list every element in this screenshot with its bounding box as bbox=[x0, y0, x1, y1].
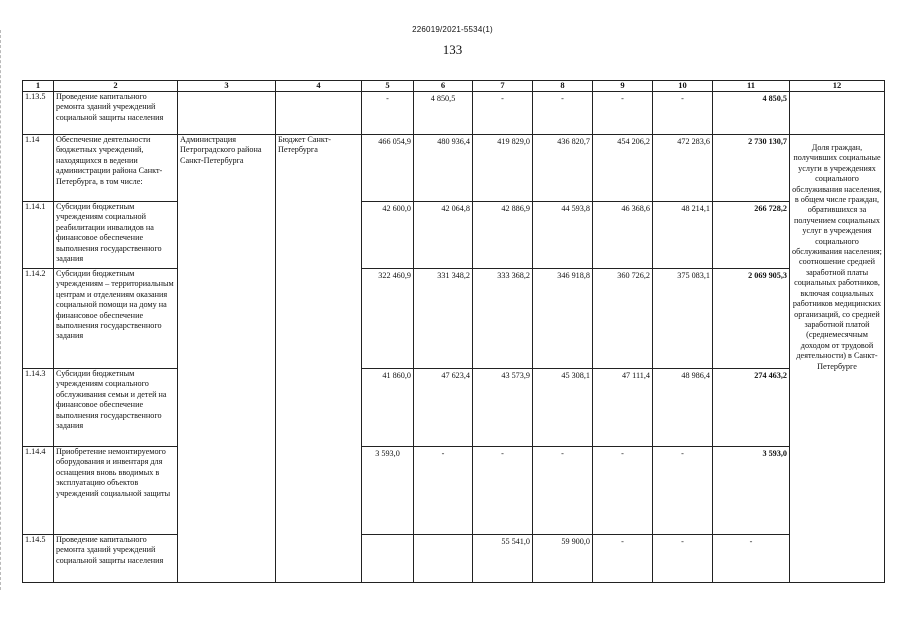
total-cell: 4 850,5 bbox=[713, 92, 790, 135]
value-cell: 4 850,5 bbox=[414, 92, 473, 135]
value-cell: 43 573,9 bbox=[473, 369, 533, 447]
value-cell: - bbox=[414, 447, 473, 535]
value-cell: 46 368,6 bbox=[593, 202, 653, 269]
row-name: Субсидии бюджетным учреждениям – территориальным центрам и отделениям оказания социальной помощи на дому на финансовое обеспечение выполнения государственного задания bbox=[54, 269, 178, 369]
value-cell: 47 623,4 bbox=[414, 369, 473, 447]
row-id: 1.14.5 bbox=[23, 535, 54, 583]
value-cell: 375 083,1 bbox=[653, 269, 713, 369]
value-cell: 47 111,4 bbox=[593, 369, 653, 447]
row-name: Субсидии бюджетным учреждениям социальной реабилитации инвалидов на финансовое обеспечение выполнения государственного задания bbox=[54, 202, 178, 269]
value-cell: 45 308,1 bbox=[533, 369, 593, 447]
indicator-cell-empty bbox=[790, 92, 885, 135]
row-name: Субсидии бюджетным учреждениям социального обслуживания семьи и детей на финансовое обеспечение выполнения государственного задания bbox=[54, 369, 178, 447]
total-cell: 2 730 130,7 bbox=[713, 135, 790, 202]
value-cell: 59 900,0 bbox=[533, 535, 593, 583]
row-executor bbox=[178, 92, 276, 135]
value-cell: - bbox=[473, 447, 533, 535]
value-cell: - bbox=[362, 92, 414, 135]
table-row bbox=[23, 369, 885, 447]
program-table bbox=[22, 80, 885, 583]
header-cell: 6 bbox=[414, 81, 473, 92]
row-name: Приобретение немонтируемого оборудования и инвентаря для оснащения вновь вводимых в эксплуатацию объектов учреждений социальной защиты bbox=[54, 447, 178, 535]
value-cell: - bbox=[653, 535, 713, 583]
header-row bbox=[23, 81, 885, 92]
header-cell: 2 bbox=[54, 81, 178, 92]
value-cell: 466 054,9 bbox=[362, 135, 414, 202]
row-id: 1.13.5 bbox=[23, 92, 54, 135]
value-cell: 454 206,2 bbox=[593, 135, 653, 202]
document-code: 226019/2021-5534(1) bbox=[412, 25, 493, 34]
value-cell: - bbox=[533, 92, 593, 135]
row-id: 1.14.3 bbox=[23, 369, 54, 447]
indicator-cell: Доля граждан, получивших социальные услуги в учреждениях социального обслуживания населения, в общем числе граждан, обратившихся за получением социальных услуг в учреждения социального обслуживания населения; соотношение средней заработной платы социальных работников, включая социальных работников медицинских организаций, со средней заработной платой (среднемесячным доходом от трудовой деятельности) в Санкт-Петербурге bbox=[790, 135, 885, 583]
row-executor: Администрация Петроградского района Санкт-Петербурга bbox=[178, 135, 276, 583]
header-cell: 12 bbox=[790, 81, 885, 92]
header-cell: 11 bbox=[713, 81, 790, 92]
table-row bbox=[23, 447, 885, 535]
value-cell: 346 918,8 bbox=[533, 269, 593, 369]
value-cell: - bbox=[593, 447, 653, 535]
row-id: 1.14.1 bbox=[23, 202, 54, 269]
total-cell: 274 463,2 bbox=[713, 369, 790, 447]
table-row bbox=[23, 202, 885, 269]
value-cell: 360 726,2 bbox=[593, 269, 653, 369]
value-cell: 41 860,0 bbox=[362, 369, 414, 447]
row-source bbox=[276, 92, 362, 135]
scan-edge-mark bbox=[0, 30, 4, 590]
row-executor-continued bbox=[362, 535, 414, 583]
value-cell: - bbox=[653, 447, 713, 535]
value-cell: - bbox=[593, 535, 653, 583]
header-cell: 7 bbox=[473, 81, 533, 92]
row-id: 1.14.2 bbox=[23, 269, 54, 369]
table-row bbox=[23, 535, 885, 583]
value-cell: 436 820,7 bbox=[533, 135, 593, 202]
value-cell: 472 283,6 bbox=[653, 135, 713, 202]
header-cell: 8 bbox=[533, 81, 593, 92]
header-cell: 9 bbox=[593, 81, 653, 92]
header-cell: 1 bbox=[23, 81, 54, 92]
row-source: Бюджет Санкт-Петербурга bbox=[276, 135, 362, 583]
row-name: Обеспечение деятельности бюджетных учреждений, находящихся в ведении администрации района Санкт-Петербурга, в том числе: bbox=[54, 135, 178, 202]
value-cell: 480 936,4 bbox=[414, 135, 473, 202]
total-cell: 2 069 905,3 bbox=[713, 269, 790, 369]
value-cell: 3 593,0 bbox=[362, 447, 414, 535]
total-cell: 266 728,2 bbox=[713, 202, 790, 269]
row-name: Проведение капитального ремонта зданий учреждений социальной защиты населения bbox=[54, 92, 178, 135]
value-cell: 42 064,8 bbox=[414, 202, 473, 269]
header-cell: 5 bbox=[362, 81, 414, 92]
value-cell: - bbox=[473, 92, 533, 135]
value-cell: 44 593,8 bbox=[533, 202, 593, 269]
table-row bbox=[23, 135, 885, 202]
value-cell: 48 986,4 bbox=[653, 369, 713, 447]
table-row bbox=[23, 269, 885, 369]
value-cell: 333 368,2 bbox=[473, 269, 533, 369]
header-cell: 10 bbox=[653, 81, 713, 92]
value-cell: - bbox=[713, 535, 790, 583]
total-cell: 3 593,0 bbox=[713, 447, 790, 535]
header-cell: 3 bbox=[178, 81, 276, 92]
value-cell: - bbox=[593, 92, 653, 135]
value-cell: 42 600,0 bbox=[362, 202, 414, 269]
value-cell: 48 214,1 bbox=[653, 202, 713, 269]
table-row bbox=[23, 92, 885, 135]
header-cell: 4 bbox=[276, 81, 362, 92]
row-source-continued bbox=[414, 535, 473, 583]
value-cell: - bbox=[533, 447, 593, 535]
row-name: Проведение капитального ремонта зданий учреждений социальной защиты населения bbox=[54, 535, 178, 583]
page-number: 133 bbox=[442, 42, 463, 57]
row-id: 1.14.4 bbox=[23, 447, 54, 535]
value-cell: 55 541,0 bbox=[473, 535, 533, 583]
value-cell: - bbox=[653, 92, 713, 135]
value-cell: 322 460,9 bbox=[362, 269, 414, 369]
row-id: 1.14 bbox=[23, 135, 54, 202]
value-cell: 419 829,0 bbox=[473, 135, 533, 202]
value-cell: 42 886,9 bbox=[473, 202, 533, 269]
value-cell: 331 348,2 bbox=[414, 269, 473, 369]
